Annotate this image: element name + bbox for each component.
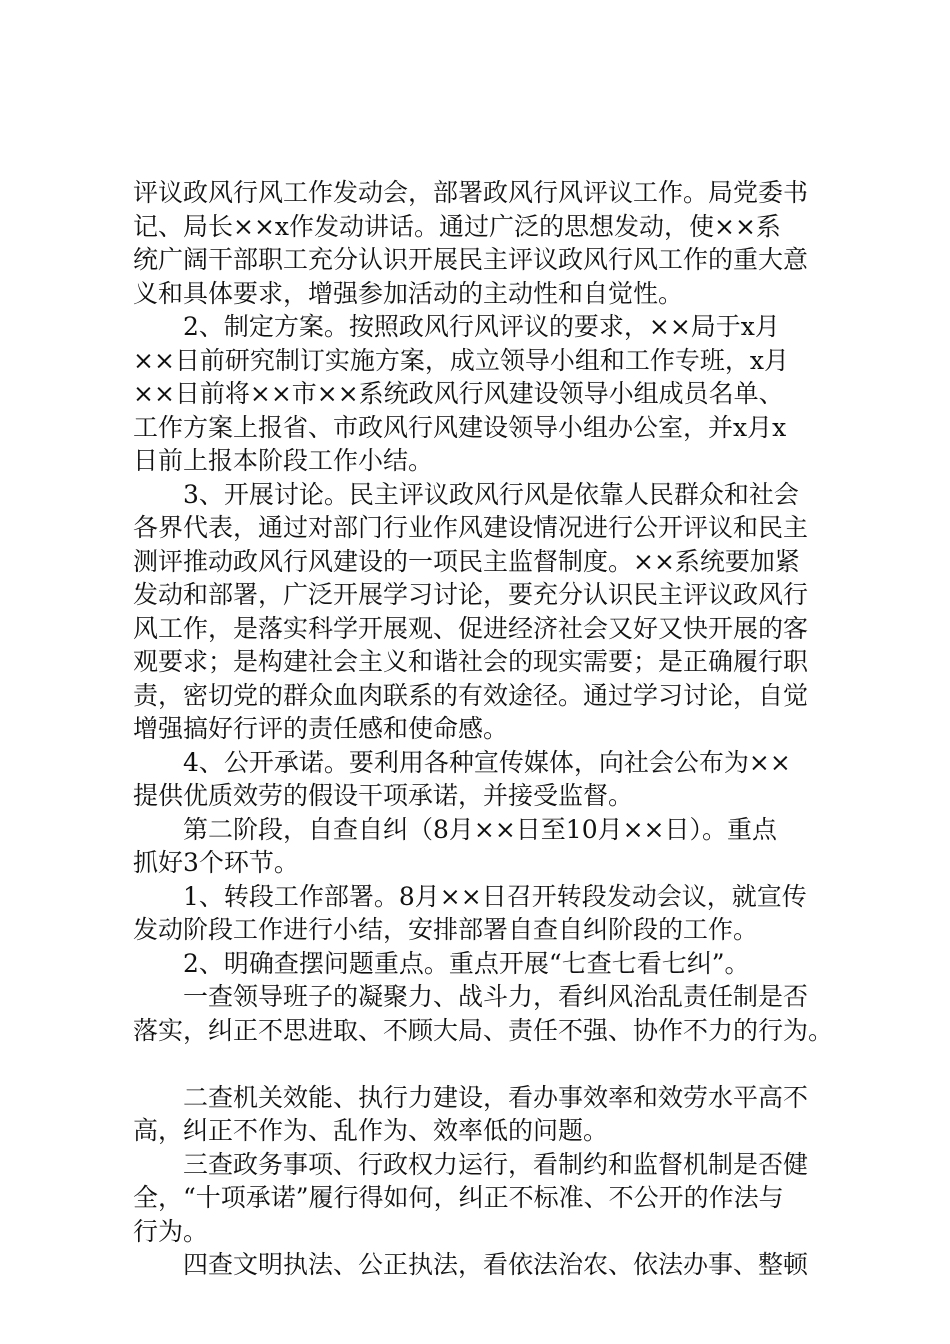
paragraph-line: 2、明确查摆问题重点。重点开展“七查七看七纠”。 (183, 948, 750, 978)
paragraph-line: 发动阶段工作进行小结，安排部署自查自纠阶段的工作。 (133, 915, 759, 944)
paragraph-line: 风工作，是落实科学开展观、促进经济社会又好又快开展的客 (133, 613, 809, 643)
paragraph-line: 2、制定方案。按照政风行风评议的要求，××局于x月 (183, 312, 780, 341)
paragraph-line: 提供优质效劳的假设干项承诺，并接受监督。 (133, 781, 634, 810)
paragraph-line: 测评推动政风行风建设的一项民主监督制度。××系统要加紧 (133, 546, 800, 576)
paragraph-line: 评议政风行风工作发动会，部署政风行风评议工作。局党委书 (133, 178, 809, 207)
paragraph-line: 第二阶段，自查自纠（8月××日至10月××日）。重点 (183, 814, 778, 844)
paragraph-line: 日前上报本阶段工作小结。 (133, 446, 434, 475)
paragraph-line: 1、转段工作部署。8月××日召开转段发动会议，就宣传 (183, 881, 807, 911)
paragraph-line: 责，密切党的群众血肉联系的有效途径。通过学习讨论，自觉 (133, 680, 809, 710)
paragraph-line: 各界代表，通过对部门行业作风建设情况进行公开评议和民主 (133, 513, 809, 542)
paragraph-line: 义和具体要求，增强参加活动的主动性和自觉性。 (133, 278, 684, 308)
paragraph-line: 发动和部署，广泛开展学习讨论，要充分认识民主评议政风行 (133, 580, 809, 609)
paragraph-line: 3、开展讨论。民主评议政风行风是依靠人民群众和社会 (183, 479, 799, 509)
paragraph-line: 高，纠正不作为、乱作为、效率低的问题。 (133, 1116, 609, 1145)
paragraph-line: 落实，纠正不思进取、不顾大局、责任不强、协作不力的行为。 (133, 1015, 834, 1045)
paragraph-line: 工作方案上报省、市政风行风建设领导小组办公室，并x月x (133, 412, 787, 442)
paragraph-line: 增强搞好行评的责任感和使命感。 (133, 714, 509, 743)
paragraph-line: 抓好3个环节。 (133, 848, 299, 877)
paragraph-line: 一查领导班子的凝聚力、战斗力，看纠风治乱责任制是否 (183, 982, 809, 1011)
paragraph-line: ××日前研究制订实施方案，成立领导小组和工作专班，x月 (133, 345, 789, 375)
blank-line (133, 1047, 833, 1081)
paragraph-line: ××日前将××市××系统政风行风建设领导小组成员名单、 (133, 379, 784, 408)
paragraph-line: 4、公开承诺。要利用各种宣传媒体，向社会公布为×× (183, 747, 791, 777)
paragraph-line: 三查政务事项、行政权力运行，看制约和监督机制是否健 (183, 1149, 809, 1179)
paragraph-line: 记、局长××x作发动讲话。通过广泛的思想发动，使××系 (133, 211, 781, 241)
paragraph-line: 全，“十项承诺”履行得如何，纠正不标准、不公开的作法与 (133, 1183, 784, 1212)
paragraph-line: 行为。 (133, 1216, 209, 1246)
paragraph-line: 统广阔干部职工充分认识开展民主评议政风行风工作的重大意 (133, 245, 809, 274)
paragraph-line: 观要求；是构建社会主义和谐社会的现实需要；是正确履行职 (133, 647, 809, 676)
document-body (133, 176, 833, 1282)
paragraph-line: 四查文明执法、公正执法，看依法治农、依法办事、整顿 (183, 1250, 809, 1279)
paragraph-line: 二查机关效能、执行力建设，看办事效率和效劳水平高不 (183, 1082, 809, 1112)
